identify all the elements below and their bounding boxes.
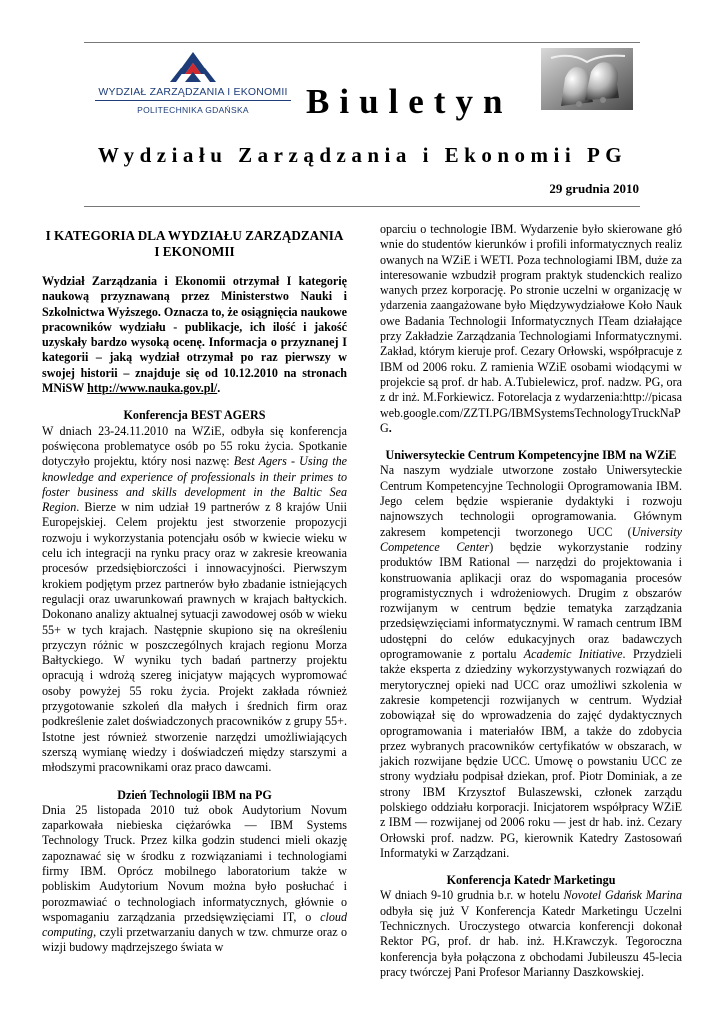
kategoria-end: . [217,381,221,396]
best-agers-text-1: W dniach 23-24.11.2010 na WZiE, odbyła się konferencja poświęcona problematyce osób po 55 roku życia. Spotkanie dotyczyło projektu, który nosi nazwę: [42,423,347,469]
left-column [42,222,347,956]
faculty-logo [93,50,293,120]
page-subtitle: Wydziału Zarządzania i Ekonomii PG [97,143,628,167]
logo-university-name: POLITECHNIKA GDAŃSKA [137,105,249,115]
ibm-day-text-2: , czyli przetwarzaniu danych w tzw. chmurze oraz o wizji budowy mądrzejszego świata w [42,925,347,955]
header-rule [84,206,640,207]
ibm-day-paragraph [42,803,347,956]
logo-separator [95,100,291,101]
page-title: Biuletyn [306,82,513,121]
ucki-paragraph [380,463,682,861]
issue-date: 29 grudnia 2010 [549,181,639,196]
christmas-bells-icon [541,48,633,110]
best-agers-paragraph [42,424,347,776]
ibm-day-heading: Dzień Technologii IBM na PG [117,787,272,802]
top-rule [84,42,640,43]
ibm-day-cont-text: oparciu o technologie IBM. Wydarzenie było skierowane głównie do studentów kierunków i profili informatycznych realizowanych na WZiE i WETI. Poza technologiami IBM, duże zainteresowanie wzbudził program praktyk studenckich realizowanych przez korporację. Po stronie uczelni w organizację wydarzenia zaangażowane było Międzywydziałowe Koło Naukowe Badania Technologii Informatycznych ITeam działające przy Zakładzie Zarządzania Technologiami Informatycznymi. Zakład, którym kieruje prof. Cezary Orłowski, współpracuje z IBM od 2006 roku. Z ramienia WZiE osobami wiodącymi w projekcie są prof. dr hab. A.Tubielewicz, prof. nadzw. PG, oraz dr inż. M.Forkiewicz. Fotorelacja z wydarzenia:http://picasaweb.google.com/ZZTI.PG/IBMSystemsTechnologyTruckNaPG [380,222,682,435]
ucki-italic-2: Academic Initiative [523,647,623,662]
right-column [380,222,682,980]
kategoria-text: Wydział Zarządzania i Ekonomii otrzymał I kategorię naukową przyznawaną przez Ministerstwo Nauki i Szkolnictwa Wyższego. Oznacza to, że osiągnięcia naukowe pracowników wydziału - publikacje, ich ilość i jakość uzyskały bardzo wysoką ocenę. Informacja o przyznanej I kategorii – jaką wydział otrzymał po raz pierwszy w swojej historii – znajduje się od 10.12.2010 na stronach MNiSW [42,274,348,396]
best-agers-heading: Konferencja BEST AGERS [123,408,266,423]
best-agers-project-title: Best Agers - Using the knowledge and experience of professionals in their primes to foster business and skills development in the Baltic Sea Region [42,454,347,515]
marketing-conf-heading: Konferencja Katedr Marketingu [446,873,616,888]
ucki-text-2: ) będzie wykorzystanie rodziny produktów IBM Rational — narzędzi do projektowania i konstruowania aplikacji oraz do wspomagania procesów programistycznych i wdrożeniowych. Drugim z obszarów rozwijanym w centrum będzie tematyka zarządzania przedsięwzięciami informatycznymi. W ramach centrum IBM udostępni do celów edukacyjnych oraz badawczych oprogramowanie z portalu [380,539,682,662]
kategoria-heading: I KATEGORIA DLA WYDZIAŁU ZARZĄDZANIA I EKONOMII [45,228,344,259]
marketing-conf-hotel: Novotel Gdańsk Marina [563,888,682,903]
best-agers-text-2: . Bierze w nim udział 19 partnerów z 8 krajów Unii Europejskiej. Celem projektu jest stworzenie propozycji rozwoju i wykorzystania potencjału osób w kwiecie wieku w celu ich integracji na rynku pracy oraz w zakresie kreowania procesów przedsiębiorczości i innowacyjności. Pierwszym krokiem podjętym przez partnerów było zbadanie istniejących regulacji oraz uwarunkowań prawnych w krajach bałtyckich. Dokonano analizy aktualnej sytuacji zawodowej osób w wieku 55+ w tych krajach. Następnie skupiono się na określeniu przyczyn różnic w poszczególnych krajach regionu Morza Bałtyckiego. W wyniku tych badań partnerzy projektu opracują i wdrożą szereg inicjatyw mających wypromować osoby powyżej 55 roku życia. Projekt zakłada również przygotowanie szkoleń dla małych i średnich firm oraz podkreślenie zalet doświadczonych pracowników z grupy 55+. Istotne jest również stworzenie narzędzi umożliwiających szerszą wymianę wiedzy i doświadczeń między starszymi a młodszymi pracownikami oraz praco dawcami. [42,500,347,775]
ucki-text-3: . Przydzieli także eksperta z dziedziny wykorzystywanych rozwiązań do merytorycznej opieki nad UCC oraz umożliwi szkolenia w zakresie kompetencji rozwijanych w centrum. Wydział zobowiązał się do wprowadzenia do zajęć dydaktycznych oprogramowania i materiałów IBM, a także do zdobycia przez wybranych pracowników certyfikatów w obszarach, w jakich rozwijane będzie UCC. Umowę o powstaniu UCC ze strony wydziału podpisał dziekan, prof. Piotr Dominiak, a ze strony IBM Krzysztof Bulaszewski, członek zarządu polskiego oddziału korporacji. Inicjatorem współpracy WZiE z IBM — rozwijanej od 2006 roku — jest dr hab. inż. Cezary Orłowski prof. nadzw. PG, kierownik Katedry Zastosowań Informatyki w Zarządzani. [380,647,683,860]
marketing-conf-text-2: odbyła się już V Konferencja Katedr Marketingu Uczelni Technicznych. Uroczystego otwarcia konferencji dokonał Rektor PG, prof. dr hab. inż. H.Krawczyk. Tegoroczna konferencja była połączona z obchodami Jubileuszu 45-lecia pracy twórczej Pani Profesor Marianny Daszkowskiej. [380,903,682,979]
ucki-italic-1: University Competence Center [380,524,682,554]
ibm-day-text-1: Dnia 25 listopada 2010 tuż obok Audytorium Novum zaparkowała niebieska ciężarówka — IBM Systems Technology Truck. Przez kilka godzin studenci mieli okazję zapoznawać się w środku z rozwiązaniami i technologiami firmy IBM. Oprócz mobilnego laboratorium także w pobliskim Audytorium Novum można było posłuchać i porozmawiać o technologiach informatycznych, głównie o wspomaganiu zarządzania przedsięwzięciami IT, o [42,802,347,924]
mnisw-link[interactable]: http://www.nauka.gov.pl/ [87,381,218,396]
ibm-day-continuation [380,222,682,436]
marketing-conf-text-1: W dniach 9-10 grudnia b.r. w hotelu [380,888,564,903]
logo-faculty-name: WYDZIAŁ ZARZĄDZANIA I EKONOMII [98,86,288,98]
marketing-conf-paragraph [380,888,682,980]
ucki-heading: Uniwersyteckie Centrum Kompetencyjne IBM na WZiE [385,448,677,463]
kategoria-paragraph [42,274,347,396]
ucki-text-1: Na naszym wydziale utworzone zostało Uniwersyteckie Centrum Kompetencyjne Technologii Oprogramowania IBM. Jego celem będzie wspieranie dydaktyki i rozwoju najnowszych technologii oprogramowania. Głównym zakresem kompetencji tworzonego UCC ( [380,463,682,539]
ibm-day-italic: cloud computing [42,909,347,940]
ibm-day-cont-end: . [388,420,392,435]
logo-emblem-icon [165,50,221,84]
